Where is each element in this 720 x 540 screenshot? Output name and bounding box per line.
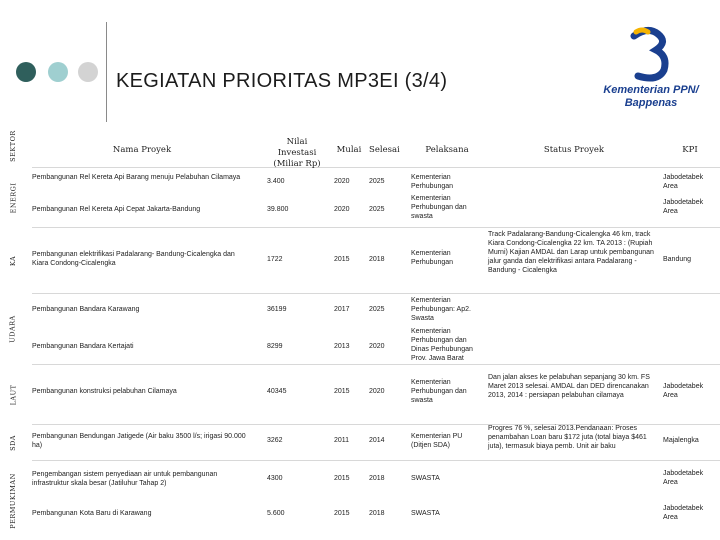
cell-project-name: Pembangunan elektrifikasi Padalarang- Bandung-Cicalengka dan Kiara Condong-Cicalengka [32,251,235,268]
row-divider [32,460,720,461]
cell-kpi: Majalengka [663,437,699,444]
cell-kpi: Jabodetabek Area [663,199,704,216]
cell-investment: 8299 [267,343,283,350]
header-executor: Pelaksana [425,145,469,155]
cell-end: 2018 [369,256,385,263]
cell-project-name: Pengembangan sistem penyediaan air untuk pembangunan infrastruktur skala besar (Jatiluhur Tahap 2) [32,471,218,488]
cell-project-name: Pembangunan Rel Kereta Api Barang menuju Pelabuhan Cilamaya [32,174,241,181]
cell-executor: Kementerian Perhubungan dan swasta [411,379,467,405]
cell-project-name: Pembangunan Bendungan Jatigede (Air baku 3500 l/s; irigasi 90.000 ha) [32,433,246,450]
cell-end: 2025 [369,206,385,213]
header-status: Status Proyek [543,145,605,155]
cell-project-name: Pembangunan Bandara Karawang [32,306,140,313]
cell-start: 2015 [334,475,350,482]
cell-kpi: Jabodetabek Area [663,174,704,191]
logo-mark-icon [628,26,674,82]
header-kpi: KPI [682,145,698,155]
header-investment: Nilai Investasi (Miliar Rp) [273,137,321,170]
sector-label-sda: SDA [8,434,17,451]
cell-project-name: Pembangunan Bandara Kertajati [32,343,134,350]
cell-status: Dan jalan akses ke pelabuhan sepanjang 30 km. FS Maret 2013 selesai. AMDAL dan DED direncanakan 2013, 2014 : persiapan pelabuhan cilamaya [488,374,650,400]
row-divider [32,364,720,365]
cell-investment: 40345 [267,388,287,395]
cell-end: 2020 [369,343,385,350]
cell-end: 2018 [369,475,385,482]
cell-end: 2014 [369,437,385,444]
sector-label-laut: LAUT [8,384,17,406]
cell-executor: Kementerian Perhubungan [411,250,454,267]
logo-line-1: Kementerian PPN/ [603,84,699,96]
sector-label-energi: ENERGI [9,182,17,214]
dot-light-teal [48,62,68,82]
cell-end: 2025 [369,306,385,313]
cell-status: Progres 76 %, selesai 2013.Pendanaan: Proses penambahan Loan baru $172 juta (total biaya $461 juta), termasuk biaya pemb. Unit air baku [488,425,647,451]
row-divider [32,167,720,168]
cell-kpi: Jabodetabek Area [663,383,704,400]
cell-project-name: Pembangunan Kota Baru di Karawang [32,510,152,517]
header-divider [106,22,107,122]
cell-investment: 5.600 [267,510,285,517]
cell-executor: Kementerian Perhubungan [411,174,454,191]
cell-executor: Kementerian PU (Ditjen SDA) [411,433,463,450]
cell-executor: Kementerian Perhubungan dan Dinas Perhubungan Prov. Jawa Barat [411,328,473,363]
page-title: KEGIATAN PRIORITAS MP3EI (3/4) [116,70,448,92]
cell-kpi: Jabodetabek Area [663,505,704,522]
cell-end: 2018 [369,510,385,517]
header-end: Selesai [369,145,400,155]
logo-line-2: Bappenas [624,97,678,109]
cell-kpi: Bandung [663,256,692,263]
cell-investment: 3.400 [267,178,285,185]
cell-start: 2011 [334,437,350,444]
cell-executor: SWASTA [411,510,440,517]
sector-label-sektor: SEKTOR [9,130,17,162]
cell-start: 2020 [334,206,350,213]
cell-start: 2017 [334,306,350,313]
cell-investment: 39.800 [267,206,289,213]
cell-executor: Kementerian Perhubungan dan swasta [411,195,467,221]
row-divider [32,293,720,294]
sector-label-udara: UDARA [9,315,18,343]
cell-investment: 1722 [267,256,283,263]
bappenas-logo [596,26,706,112]
cell-end: 2025 [369,178,385,185]
cell-investment: 3262 [267,437,283,444]
cell-project-name: Pembangunan Rel Kereta Api Cepat Jakarta-Bandung [32,206,201,213]
cell-investment: 36199 [267,306,287,313]
cell-investment: 4300 [267,475,283,482]
sector-label-ka: KA [8,255,17,267]
header-project-name: Nama Proyek [112,145,172,155]
cell-start: 2020 [334,178,350,185]
dot-dark-teal [16,62,36,82]
cell-start: 2015 [334,256,350,263]
cell-executor: Kementerian Perhubungan: Ap2. Swasta [411,297,471,323]
cell-end: 2020 [369,388,385,395]
row-divider [32,227,720,228]
header-start: Mulai [336,145,362,155]
cell-start: 2013 [334,343,350,350]
cell-start: 2015 [334,388,350,395]
dot-gray [78,62,98,82]
cell-kpi: Jabodetabek Area [663,470,704,487]
sector-label-permukiman: PERMUKIMAN [9,472,18,529]
cell-start: 2015 [334,510,350,517]
cell-project-name: Pembangunan konstruksi pelabuhan Cilamaya [32,388,177,395]
cell-executor: SWASTA [411,475,440,482]
cell-status: Track Padalarang-Bandung-Cicalengka 46 km, track Kiara Condong-Cicalengka 22 km. TA 2013 : (Rupiah Murni) Kajian AMDAL dan Larap untuk pembangunan jalur ganda dan elektrifikasi antara Padalarang - Bandung - Cicalengka [488,231,654,275]
